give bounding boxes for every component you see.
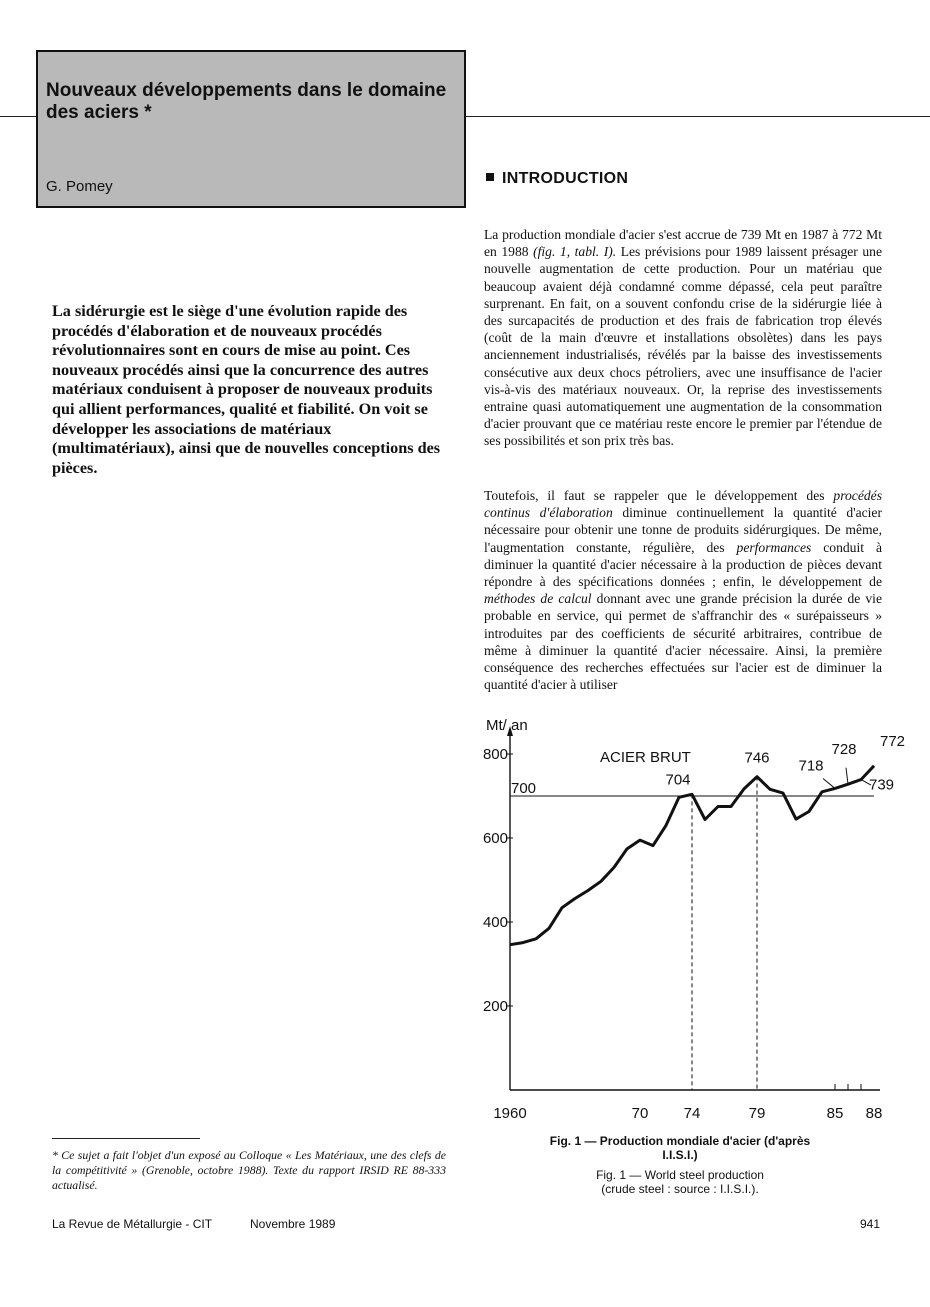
reference-line-label: 700 xyxy=(511,780,537,797)
y-tick-label: 400 xyxy=(482,914,508,931)
paragraph-1-text-a: La production mondiale d'acier s'est accrue de 739 Mt en 1987 à 772 Mt en 1988 xyxy=(484,227,882,260)
paragraph-2-italic-3: méthodes de calcul xyxy=(484,591,592,607)
annotation-label: 746 xyxy=(744,749,770,767)
x-tick-label: 1960 xyxy=(493,1105,527,1122)
section-heading xyxy=(486,170,628,188)
paragraph-1 xyxy=(484,226,882,450)
footer-date: Novembre 1989 xyxy=(250,1217,336,1231)
paragraph-2-text-3: conduit à diminuer la quantité d'acier nécessaire à la production de pièces devant répondre à des spécifications données ; enfin, le développement de xyxy=(484,539,882,590)
annotation-label: 704 xyxy=(665,771,691,789)
paragraph-1-text-b: Les prévisions pour 1989 laissent présager une nouvelle augmentation de cette production. Pour un matériau que beaucoup avaient déjà condamné comme dépassé, cela peut paraître surprenant. En fait, on a souvent confondu crise de la sidérurgie liée à des surcapacités de production et des frais de fabrication trop élevés (coût de la main d'œuvre et installations obsolètes) dans les pays anciennement industrialisés, révélés par la baisse des investissements consécutive aux deux chocs pétroliers, avec une insuffisance de l'acier vis-à-vis des matériaux nouveaux. Or, la reprise des investissements entraine quasi automatiquement une augmentation de la consommation d'acier prouvant que ce matériau reste encore le premier par l'étendue de ses possibilités et son prix très bas. xyxy=(484,244,882,449)
paragraph-2-text-4: donnant avec une grande précision la durée de vie probable en service, qui permet de s'affranchir des « surépaisseurs » introduites par des coefficients de sécurité arbitraires, contribue de même à diminuer la quantité d'acier nécessaire. Ainsi, la première conséquence des recherches effectuées sur l'acier est de diminuer la quantité d'acier à utiliser xyxy=(484,591,882,693)
title-box xyxy=(36,50,466,208)
x-tick-label: 70 xyxy=(631,1105,649,1122)
annotation-leader xyxy=(823,779,835,789)
section-heading-text: INTRODUCTION xyxy=(502,170,629,187)
x-tick-label: 79 xyxy=(748,1105,766,1122)
footnote: * Ce sujet a fait l'objet d'un exposé au Colloque « Les Matériaux, une des clefs de la compétitivité » (Grenoble, octobre 1988). Texte du rapport IRSID RE 88-333 actualisé. xyxy=(52,1148,446,1192)
chart-title: ACIER BRUT xyxy=(600,749,691,766)
figure-caption-french: Fig. 1 — Production mondiale d'acier (d'après I.I.S.I.) xyxy=(549,1134,811,1162)
paragraph-2-italic-1: procédés continus d'élaboration xyxy=(484,488,882,521)
page-number: 941 xyxy=(860,1217,881,1231)
annotation-label: 728 xyxy=(831,741,857,759)
y-tick-label: 800 xyxy=(482,746,508,763)
footnote-rule xyxy=(52,1138,200,1139)
paragraph-2-text-2: diminue continuellement la quantité d'acier nécessaire pour obtenir une tonne de produits sidérurgiques. De même, l'augmentation constante, régulière, des xyxy=(484,505,882,555)
y-tick-label: 600 xyxy=(482,830,508,847)
header-rule-right xyxy=(466,116,930,117)
article-title: Nouveaux développements dans le domaine des aciers * xyxy=(46,80,447,123)
abstract: La sidérurgie est le siège d'une évolution rapide des procédés d'élaboration et de nouveaux procédés révolutionnaires sont en cours de mise au point. Ces nouveaux procédés ainsi que la concurrence des autres matériaux conduisent à proposer de nouveaux produits qui allient performances, qualité et fiabilité. On voit se développer les associations de matériaux (multimatériaux), ainsi que de nouvelles conceptions des pièces. xyxy=(52,302,441,477)
figure-caption-english xyxy=(540,1168,820,1196)
y-axis-label: Mt/ an xyxy=(486,717,528,734)
figure-reference: (fig. 1, tabl. I). xyxy=(533,244,617,260)
x-tick-label: 88 xyxy=(865,1105,883,1122)
figure-caption-english-line-1: Fig. 1 — World steel production xyxy=(596,1168,764,1182)
article-author: G. Pomey xyxy=(46,178,113,195)
series-line-crude-steel xyxy=(510,766,874,945)
paragraph-2-text-1: Toutefois, il faut se rappeler que le développement des xyxy=(484,488,834,503)
annotation-label: 739 xyxy=(869,776,895,794)
footer-journal: La Revue de Métallurgie - CIT xyxy=(52,1217,213,1231)
x-tick-label: 85 xyxy=(826,1105,844,1122)
paragraph-2 xyxy=(484,487,882,693)
header-rule-left xyxy=(0,116,36,117)
figure-caption-english-line-2: (crude steel : source : I.I.S.I.). xyxy=(601,1182,759,1196)
annotation-leader xyxy=(846,768,848,785)
square-bullet-icon xyxy=(486,173,494,181)
paragraph-2-italic-2: performances xyxy=(736,539,812,555)
annotation-label: 772 xyxy=(880,732,906,750)
y-tick-label: 200 xyxy=(482,998,508,1015)
annotation-label: 718 xyxy=(798,757,824,775)
steel-production-chart xyxy=(470,712,906,1124)
x-tick-label: 74 xyxy=(683,1105,701,1122)
